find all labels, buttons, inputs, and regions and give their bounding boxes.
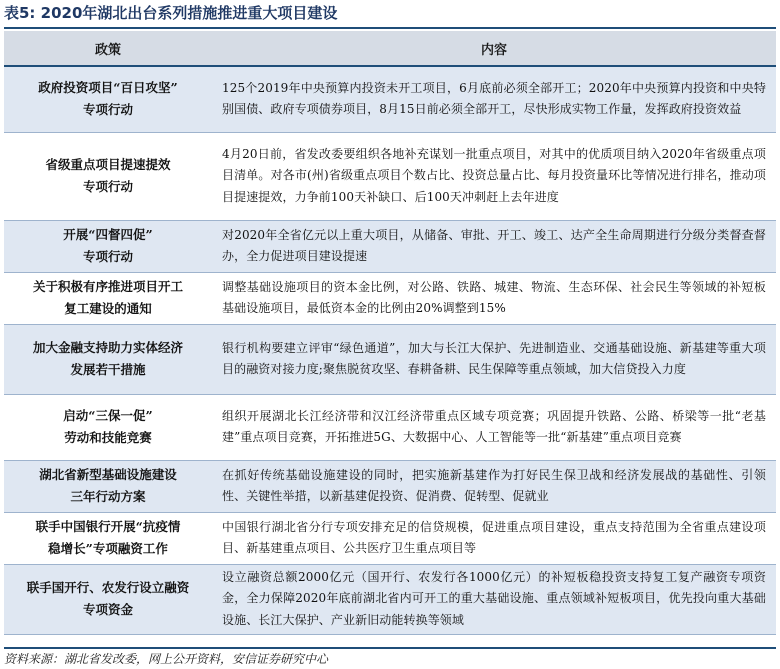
policy-line: 专项资金	[82, 602, 133, 617]
header-policy: 政策	[4, 31, 212, 66]
policy-cell	[4, 460, 212, 512]
policy-line: 启动“三保一促”	[63, 408, 153, 423]
table-row	[4, 220, 776, 272]
policy-line: 政府投资项目“百日攻坚”	[38, 80, 178, 96]
table-row	[4, 66, 776, 132]
policy-line: 专项行动	[82, 179, 133, 194]
policy-line: 关于积极有序推进项目开工	[32, 279, 183, 294]
policy-table	[4, 31, 776, 635]
table-row	[4, 324, 776, 394]
content-cell: 组织开展湖北长江经济带和汉江经济带重点区域专项竞赛；巩固提升铁路、公路、桥梁等一批“老基建”重点项目竞赛，开拓推进5G、大数据中心、人工智能等一批“新基建”重点项目竞赛	[212, 394, 776, 460]
source-note: 资料来源：湖北省发改委，网上公开资料，安信证券研究中心	[4, 647, 776, 669]
policy-cell	[4, 324, 212, 394]
table-row	[4, 272, 776, 324]
header-content: 内容	[212, 31, 776, 66]
content-cell: 银行机构要建立评审“绿色通道”，加大与长江大保护、先进制造业、交通基础设施、新基建等重大项目的融资对接力度;聚焦脱贫攻坚、春耕备耕、民生保障等重点领域，加大信贷投入力度	[212, 324, 776, 394]
content-cell: 设立融资总额2000亿元（国开行、农发行各1000亿元）的补短板稳投资支持复工复产融资专项资金，全力保障2020年底前湖北省内可开工的重大基础设施、重点领域补短板项目，优先投向重大基础设施、长江大保护、产业新旧动能转换等领域	[212, 564, 776, 634]
content-cell: 调整基础设施项目的资本金比例，对公路、铁路、城建、物流、生态环保、社会民生等领域的补短板基础设施项目，最低资本金的比例由20%调整到15%	[212, 272, 776, 324]
policy-line: 稳增长”专项融资工作	[48, 541, 168, 556]
table-row	[4, 132, 776, 220]
policy-line: 专项行动	[82, 249, 133, 264]
table-row	[4, 394, 776, 460]
policy-line: 省级重点项目提速提效	[45, 157, 171, 172]
table-row	[4, 564, 776, 634]
content-cell: 125个2019年中央预算内投资未开工项目，6月底前必须全部开工；2020年中央预算内投资和中央特别国债、政府专项债券项目，8月15日前必须全部开工，尽快形成实物工作量，发挥政府投资效益	[212, 66, 776, 132]
policy-cell	[4, 220, 212, 272]
policy-line: 复工建设的通知	[64, 301, 152, 316]
policy-line: 加大金融支持助力实体经济	[32, 340, 183, 355]
policy-line: 发展若干措施	[70, 362, 146, 377]
table-number: 表5:	[4, 4, 36, 22]
policy-line: 联手中国银行开展“抗疫情	[35, 519, 181, 534]
content-cell: 中国银行湖北省分行专项安排充足的信贷规模，促进重点项目建设，重点支持范围为全省重点建设项目、新基建重点项目、公共医疗卫生重点项目等	[212, 512, 776, 564]
policy-line: 湖北省新型基础设施建设	[39, 467, 177, 482]
policy-line: 联手国开行、农发行设立融资	[26, 580, 190, 595]
policy-line: 开展“四督四促”	[63, 227, 153, 242]
policy-cell	[4, 394, 212, 460]
policy-line: 三年行动方案	[70, 489, 146, 504]
content-cell: 在抓好传统基础设施建设的同时，把实施新基建作为打好民生保卫战和经济发展战的基础性、引领性、关键性举措，以新基建促投资、促消费、促转型、促就业	[212, 460, 776, 512]
policy-cell	[4, 512, 212, 564]
content-cell: 对2020年全省亿元以上重大项目，从储备、审批、开工、竣工、达产全生命周期进行分级分类督查督办，全力促进项目建设提速	[212, 220, 776, 272]
table-row	[4, 460, 776, 512]
table-row	[4, 512, 776, 564]
table-title-text: 2020年湖北出台系列措施推进重大项目建设	[40, 4, 338, 22]
policy-cell	[4, 66, 212, 132]
table-header-row	[4, 31, 776, 66]
policy-cell	[4, 132, 212, 220]
policy-line: 劳动和技能竞赛	[64, 430, 152, 445]
policy-line: 专项行动	[82, 102, 133, 118]
policy-cell	[4, 564, 212, 634]
content-cell: 4月20日前，省发改委要组织各地补充谋划一批重点项目，对其中的优质项目纳入2020年省级重点项目清单。对各市(州)省级重点项目个数占比、投资总量占比、每月投资量环比等情况进行排名，推动项目提速提效，力争前100天补缺口、后100天冲刺赶上去年进度	[212, 132, 776, 220]
table-title	[4, 0, 776, 29]
policy-cell	[4, 272, 212, 324]
